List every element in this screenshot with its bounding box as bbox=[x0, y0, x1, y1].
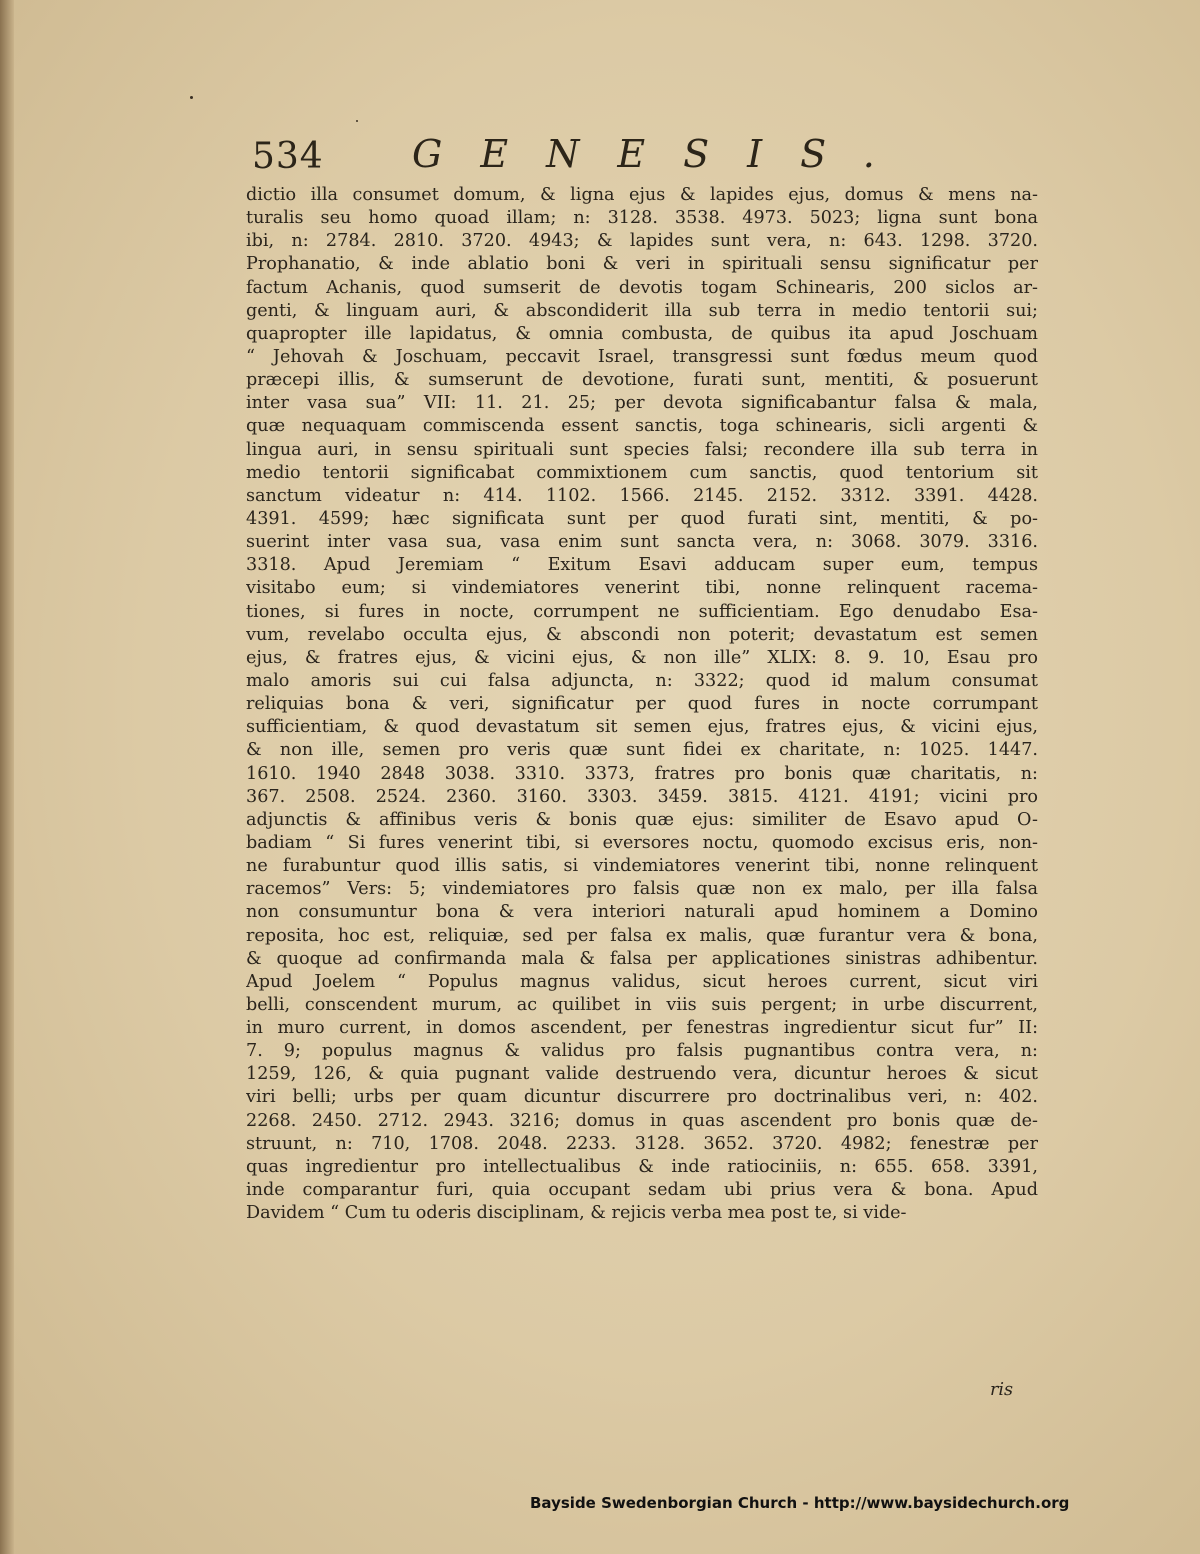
text-line: factum Achanis, quod sumserit de devotis togam Schinearis, 200 siclos ar- bbox=[246, 277, 1038, 298]
page-number: 534 bbox=[252, 136, 324, 177]
text-line: ejus, & fratres ejus, & vicini ejus, & non ille” XLIX: 8. 9. 10, Esau pro bbox=[246, 647, 1038, 668]
running-head bbox=[252, 132, 1032, 180]
text-line: 1259, 126, & quia pugnant valide destruendo vera, dicuntur heroes & sicut bbox=[246, 1064, 1038, 1085]
text-line: 3318. Apud Jeremiam “ Exitum Esavi adducam super eum, tempus bbox=[246, 555, 1038, 576]
text-line: 7. 9; populus magnus & validus pro falsis pugnantibus contra vera, n: bbox=[246, 1041, 1038, 1062]
text-line: non consumuntur bona & vera interiori naturali apud hominem a Domino bbox=[246, 902, 1038, 923]
text-line: malo amoris sui cui falsa adjuncta, n: 3322; quod id malum consumat bbox=[246, 670, 1038, 691]
text-line: Prophanatio, & inde ablatio boni & veri in spirituali sensu significatur per bbox=[246, 254, 1038, 275]
text-line: ibi, n: 2784. 2810. 3720. 4943; & lapides sunt vera, n: 643. 1298. 3720. bbox=[246, 231, 1038, 252]
paper-speck bbox=[190, 96, 193, 99]
text-line: dictio illa consumet domum, & ligna ejus & lapides ejus, domus & mens na- bbox=[246, 185, 1038, 205]
text-line: 4391. 4599; hæc significata sunt per quod furati sint, mentiti, & po- bbox=[246, 508, 1038, 529]
text-line: struunt, n: 710, 1708. 2048. 2233. 3128. 3652. 3720. 4982; fenestræ per bbox=[246, 1133, 1038, 1154]
body-text bbox=[246, 184, 1038, 1225]
text-line: badiam “ Si fures venerint tibi, si eversores noctu, quomodo excisus eris, non- bbox=[246, 832, 1038, 853]
text-line: 2268. 2450. 2712. 2943. 3216; domus in quas ascendent pro bonis quæ de- bbox=[246, 1110, 1038, 1131]
text-line: in muro current, in domos ascendent, per fenestras ingredientur sicut fur” II: bbox=[246, 1018, 1038, 1039]
text-line: adjunctis & affinibus veris & bonis quæ ejus: similiter de Esavo apud O- bbox=[246, 809, 1038, 830]
text-line: genti, & linguam auri, & abscondiderit illa sub terra in medio tentorii sui; bbox=[246, 300, 1038, 321]
text-line: visitabo eum; si vindemiatores venerint tibi, nonne relinquent racema- bbox=[246, 578, 1038, 599]
text-line: sufficientiam, & quod devastatum sit semen ejus, fratres ejus, & vicini ejus, bbox=[246, 717, 1038, 738]
text-line: quas ingredientur pro intellectualibus & inde ratiociniis, n: 655. 658. 3391, bbox=[246, 1156, 1038, 1177]
text-line: belli, conscendent murum, ac quilibet in viis suis pergent; in urbe discurrent, bbox=[246, 994, 1038, 1015]
text-line: turalis seu homo quoad illam; n: 3128. 3538. 4973. 5023; ligna sunt bona bbox=[246, 208, 1038, 229]
page-binding-edge bbox=[0, 0, 14, 1554]
text-line: quapropter ille lapidatus, & omnia combusta, de quibus ita apud Joschuam bbox=[246, 323, 1038, 344]
text-line: sanctum videatur n: 414. 1102. 1566. 2145. 2152. 3312. 3391. 4428. bbox=[246, 485, 1038, 506]
text-line: & non ille, semen pro veris quæ sunt fidei ex charitate, n: 1025. 1447. bbox=[246, 740, 1038, 761]
text-line: ne furabuntur quod illis satis, si vindemiatores venerint tibi, nonne relinquent bbox=[246, 856, 1038, 877]
footer-credit: Bayside Swedenborgian Church - http://www.baysidechurch.org bbox=[530, 1494, 1070, 1512]
text-line: “ Jehovah & Joschuam, peccavit Israel, transgressi sunt fœdus meum quod bbox=[246, 346, 1038, 367]
text-line: 367. 2508. 2524. 2360. 3160. 3303. 3459. 3815. 4121. 4191; vicini pro bbox=[246, 786, 1038, 807]
text-line: reliquias bona & veri, significatur per quod fures in nocte corrumpant bbox=[246, 694, 1038, 715]
text-line: suerint inter vasa sua, vasa enim sunt sancta vera, n: 3068. 3079. 3316. bbox=[246, 532, 1038, 553]
text-line: lingua auri, in sensu spirituali sunt species falsi; recondere illa sub terra in bbox=[246, 439, 1038, 460]
text-line: quæ nequaquam commiscenda essent sanctis, toga schinearis, sicli argenti & bbox=[246, 416, 1038, 437]
text-line: inde comparantur furi, quia occupant sedam ubi prius vera & bona. Apud bbox=[246, 1180, 1038, 1201]
text-line: inter vasa sua” VII: 11. 21. 25; per devota significabantur falsa & mala, bbox=[246, 393, 1038, 414]
text-line: vum, revelabo occulta ejus, & abscondi non poterit; devastatum est semen bbox=[246, 624, 1038, 645]
text-line: Apud Joelem “ Populus magnus validus, sicut heroes current, sicut viri bbox=[246, 971, 1038, 992]
text-line: medio tentorii significabat commixtionem cum sanctis, quod tentorium sit bbox=[246, 462, 1038, 483]
text-line: racemos” Vers: 5; vindemiatores pro falsis quæ non ex malo, per illa falsa bbox=[246, 879, 1038, 900]
text-line: præcepi illis, & sumserunt de devotione, furati sunt, mentiti, & posuerunt bbox=[246, 370, 1038, 391]
running-title: GENESIS. bbox=[412, 132, 913, 176]
text-line: viri belli; urbs per quam dicuntur discurrere pro doctrinalibus veri, n: 402. bbox=[246, 1087, 1038, 1108]
text-line: reposita, hoc est, reliquiæ, sed per falsa ex malis, quæ furantur vera & bona, bbox=[246, 925, 1038, 946]
text-line: tiones, si fures in nocte, corrumpent ne sufficientiam. Ego denudabo Esa- bbox=[246, 601, 1038, 622]
text-line: & quoque ad confirmanda mala & falsa per applicationes sinistras adhibentur. bbox=[246, 948, 1038, 969]
text-line: Davidem “ Cum tu oderis disciplinam, & rejicis verba mea post te, si vide- bbox=[246, 1203, 907, 1224]
paper-speck bbox=[356, 120, 358, 122]
catchword: ris bbox=[990, 1380, 1014, 1400]
text-line: 1610. 1940 2848 3038. 3310. 3373, fratres pro bonis quæ charitatis, n: bbox=[246, 763, 1038, 784]
